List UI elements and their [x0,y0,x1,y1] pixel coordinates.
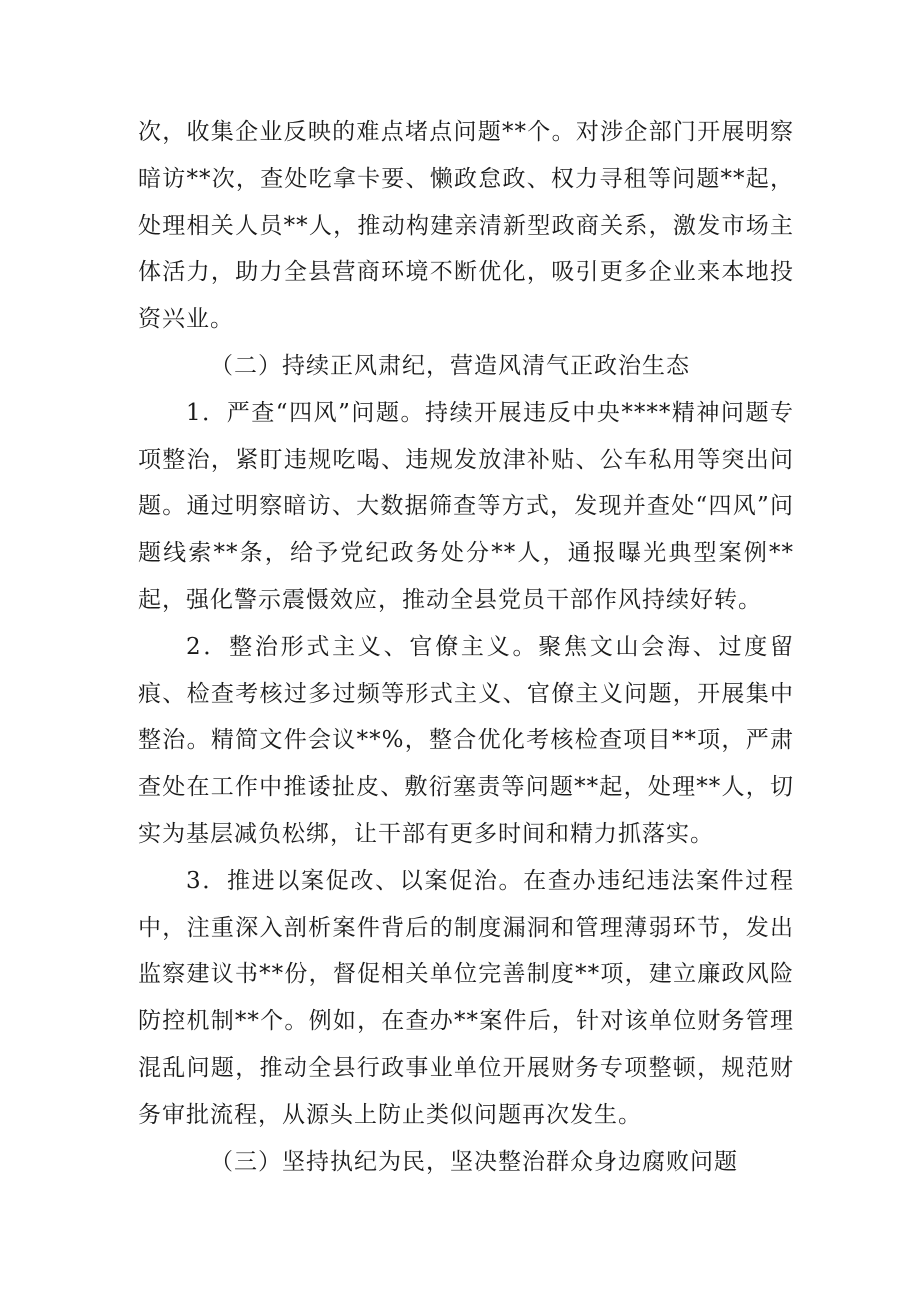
section-heading-2: （二）持续正风肃纪，营造风清气正政治生态 [210,352,690,379]
paragraph-item-1: 1．严查“四风”问题。持续开展违反中央****精神问题专项整治，紧盯违规吃喝、违规发放津补贴、公车私用等突出问题。通过明察暗访、大数据筛查等方式，发现并查处“四风”问题线索**条，给予党纪政务处分**人，通报曝光典型案例**起，强化警示震慑效应，推动全县党员干部作风持续好转。 [138,399,794,613]
paragraph-item-2: 2．整治形式主义、官僚主义。聚焦文山会海、过度留痕、检查考核过多过频等形式主义、官僚主义问题，开展集中整治。精简文件会议**%，整合优化考核检查项目**项，严肃查处在工作中推诿扯皮、敷衍塞责等问题**起，处理**人，切实为基层减负松绑，让干部有更多时间和精力抓落实。 [138,633,794,847]
paragraph-continuation: 次，收集企业反映的难点堵点问题**个。对涉企部门开展明察暗访**次，查处吃拿卡要、懒政怠政、权力寻租等问题**起，处理相关人员**人，推动构建亲清新型政商关系，激发市场主体活力，助力全县营商环境不断优化，吸引更多企业来本地投资兴业。 [138,119,794,333]
paragraph-item-3: 3．推进以案促改、以案促治。在查办违纪违法案件过程中，注重深入剖析案件背后的制度漏洞和管理薄弱环节，发出监察建议书**份，督促相关单位完善制度**项，建立廉政风险防控机制**个。例如，在查办**案件后，针对该单位财务管理混乱问题，推动全县行政事业单位开展财务专项整顿，规范财务审批流程，从源头上防止类似问题再次发生。 [138,867,794,1128]
document-body [138,109,794,1185]
section-heading-3: （三）坚持执纪为民，坚决整治群众身边腐败问题 [210,1148,738,1175]
